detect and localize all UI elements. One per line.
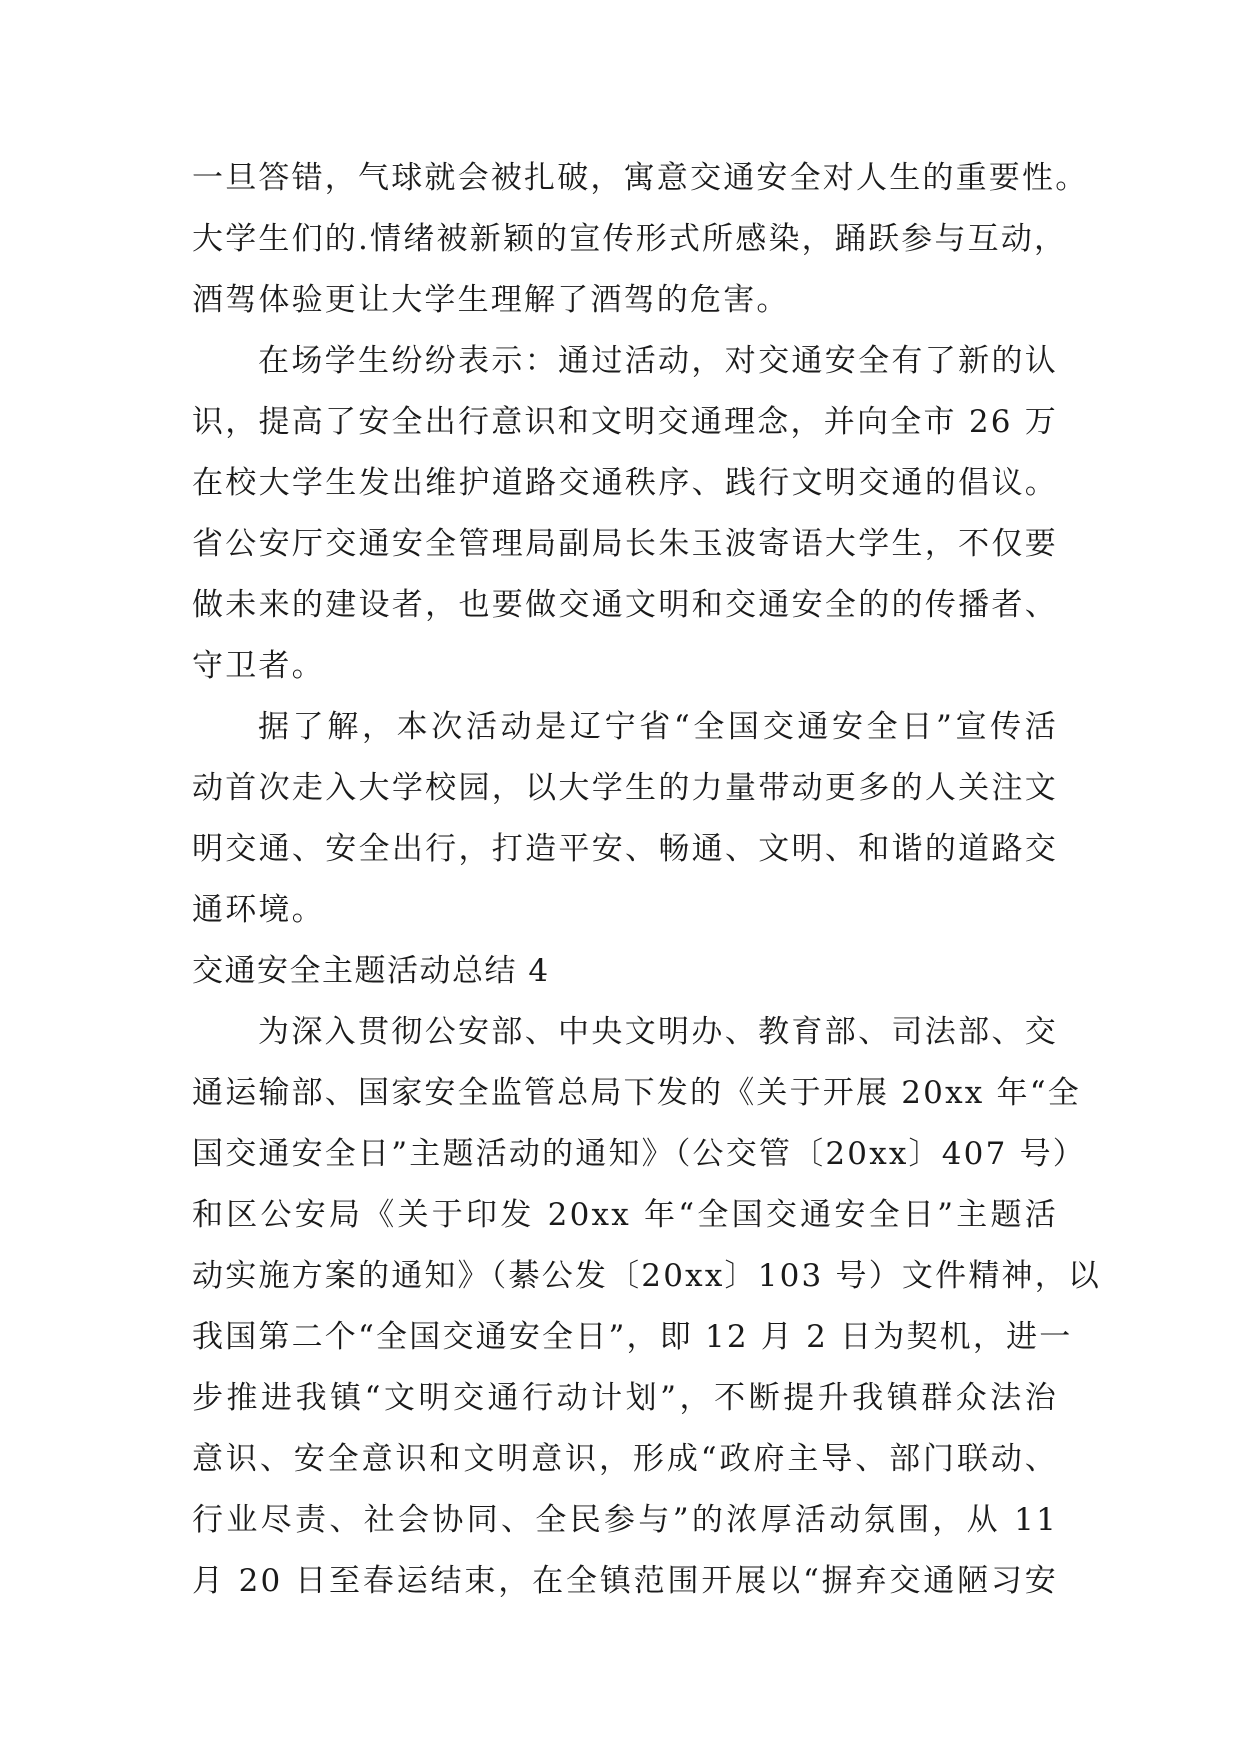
- text-line: 守卫者。: [192, 648, 325, 684]
- text-line: 月 20 日至春运结束，在全镇范围开展以“摒弃交通陋习安: [192, 1563, 1058, 1599]
- paragraph-3: [192, 697, 1058, 941]
- text-line: 识，提高了安全出行意识和文明交通理念，并向全市 26 万: [192, 404, 1058, 440]
- text-line: 动实施方案的通知》（綦公发〔20xx〕103 号）文件精神，以: [192, 1258, 1102, 1294]
- text-line: 步推进我镇“文明交通行动计划”，不断提升我镇群众法治: [192, 1380, 1058, 1416]
- text-line: 在场学生纷纷表示：通过活动，对交通安全有了新的认: [258, 343, 1058, 379]
- section-heading: 交通安全主题活动总结 4: [192, 953, 550, 989]
- text-line: 在校大学生发出维护道路交通秩序、践行文明交通的倡议。: [192, 465, 1058, 501]
- paragraph-2: [192, 331, 1058, 697]
- text-line: 为深入贯彻公安部、中央文明办、教育部、司法部、交: [258, 1014, 1058, 1050]
- text-line: 一旦答错，气球就会被扎破，寓意交通安全对人生的重要性。: [192, 160, 1089, 196]
- text-line: 通环境。: [192, 892, 325, 928]
- section-paragraph: [192, 1002, 1102, 1612]
- text-line: 据了解，本次活动是辽宁省“全国交通安全日”宣传活: [258, 709, 1058, 745]
- text-line: 国交通安全日”主题活动的通知》（公交管〔20xx〕407 号）: [192, 1136, 1086, 1172]
- paragraph-1: [192, 148, 1089, 331]
- text-line: 做未来的建设者，也要做交通文明和交通安全的的传播者、: [192, 587, 1058, 623]
- text-line: 通运输部、国家安全监管总局下发的《关于开展 20xx 年“全: [192, 1075, 1081, 1111]
- document-page: [192, 148, 1102, 1612]
- text-line: 和区公安局《关于印发 20xx 年“全国交通安全日”主题活: [192, 1197, 1058, 1233]
- text-line: 省公安厅交通安全管理局副局长朱玉波寄语大学生，不仅要: [192, 526, 1058, 562]
- text-line: 我国第二个“全国交通安全日”，即 12 月 2 日为契机，进一: [192, 1319, 1073, 1355]
- text-line: 行业尽责、社会协同、全民参与”的浓厚活动氛围，从 11: [192, 1502, 1058, 1538]
- text-line: 明交通、安全出行，打造平安、畅通、文明、和谐的道路交: [192, 831, 1058, 867]
- text-line: 动首次走入大学校园，以大学生的力量带动更多的人关注文: [192, 770, 1058, 806]
- text-line: 意识、安全意识和文明意识，形成“政府主导、部门联动、: [192, 1441, 1058, 1477]
- text-line: 大学生们的.情绪被新颖的宣传形式所感染，踊跃参与互动，: [192, 221, 1068, 257]
- text-line: 酒驾体验更让大学生理解了酒驾的危害。: [192, 282, 790, 318]
